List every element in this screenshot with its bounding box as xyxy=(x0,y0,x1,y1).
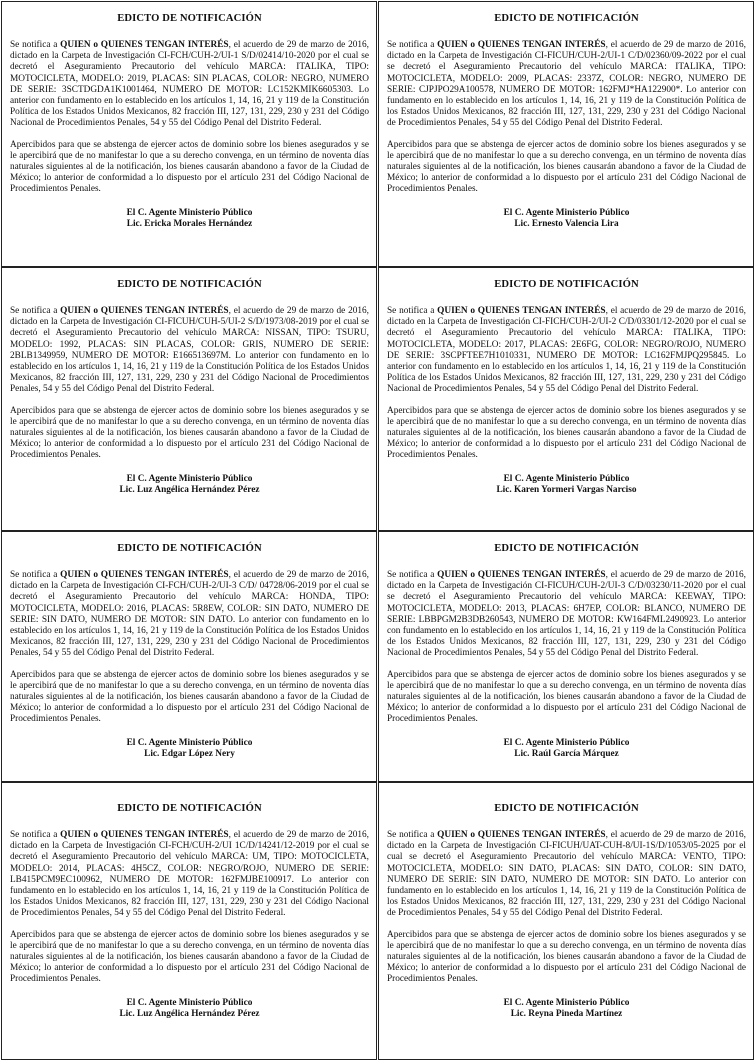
edict-signer-role: El C. Agente Ministerio Público xyxy=(503,997,630,1008)
edict-body xyxy=(387,40,746,130)
edict-signer-name: Lic. Ericka Morales Hernández xyxy=(126,219,253,230)
edict-warning: Apercibidos para que se abstenga de ejercer actos de dominio sobre los bienes asegurados y se le apercibirá que de no manifestar lo que a su derecho convenga, en un término de noventa días naturales siguientes al de la notificación, los bienes causarán abandono a favor de la Ciudad de México; lo anterior de conformidad a lo dispuesto por el artículo 231 del Código Nacional de Procedimientos Penales. xyxy=(387,669,746,725)
edict-warning: Apercibidos para que se abstenga de ejercer actos de dominio sobre los bienes asegurados y se le apercibirá que de no manifestar lo que a su derecho convenga, en un término de noventa días naturales siguientes al de la notificación, los bienes causarán abandono a favor de la Ciudad de México; lo anterior de conformidad a lo dispuesto por el artículo 231 del Código Nacional de Procedimientos Penales. xyxy=(387,139,746,195)
edict-details: , el acuerdo de 29 de marzo de 2016, dictado en la Carpeta de Investigación CI-FCH/CUH-2/UI-1 S/D/02414/10-2020 por el cual se decretó el Aseguramiento Precautorio del vehículo MARCA: ITALIKA, TIPO: MOTOCICLETA, MODELO: 2019, PLACAS: SIN PLACAS, COLOR: NEGRO, NUMERO DE SERIE: 3SCTDGDA1K1001464, NUMERO DE MOTOR: LC152KMIK6605303. Lo anterior con fundamento en lo establecido en los artículos 1, 14, 16, 21 y 119 de la Constitución Política de los Estados Unidos Mexicanos, 82 fracción III, 127, 131, 229, 230 y 231 del Código Nacional de Procedimientos Penales, 54 y 55 del Código Penal del Distrito Federal. xyxy=(10,40,369,129)
edict-title: EDICTO DE NOTIFICACIÓN xyxy=(117,803,262,814)
edict-warning: Apercibidos para que se abstenga de ejercer actos de dominio sobre los bienes asegurados y se le apercibirá que de no manifestar lo que a su derecho convenga, en un término de noventa días naturales siguientes al de la notificación, los bienes causarán abandono a favor de la Ciudad de México; lo anterior de conformidad a lo dispuesto por el artículo 231 del Código Nacional de Procedimientos Penales. xyxy=(10,139,369,195)
edict-notice xyxy=(378,782,754,1060)
edict-signer-name: Lic. Karen Yormeri Vargas Narciso xyxy=(496,485,637,496)
edict-party: QUIEN o QUIENES TENGAN INTERÉS xyxy=(60,306,229,316)
edict-intro: Se notifica a xyxy=(387,570,438,580)
edict-title: EDICTO DE NOTIFICACIÓN xyxy=(494,279,639,290)
edict-details: , el acuerdo de 29 de marzo de 2016, dictado en la Carpeta de Investigación CI-FCH/CUH-2/UI 1C/D/14241/12-2019 por el cual se decretó el Aseguramiento Precautorio del vehículo MARCA: UM, TIPO: MOTOCICLETA, MODELO: 2014, PLACAS: 4H5CZ, COLOR: NEGRO/ROJO, NUMERO DE SERIE: LB415PCM9EC100962, NUMERO DE MOTOR: 162FMJBE100917. Lo anterior con fundamento en lo establecido en los artículos 1, 14, 16, 21 y 119 de la Constitución Política de los Estados Unidos Mexicanos, 82 fracción III, 127, 131, 229, 230 y 231 del Código Nacional de Procedimientos Penales, 54 y 55 del Código Penal del Distrito Federal. xyxy=(10,830,369,919)
edict-notice xyxy=(378,531,754,782)
edict-warning: Apercibidos para que se abstenga de ejercer actos de dominio sobre los bienes asegurados y se le apercibirá que de no manifestar lo que a su derecho convenga, en un término de noventa días naturales siguientes al de la notificación, los bienes causarán abandono a favor de la Ciudad de México; lo anterior de conformidad a lo dispuesto por el artículo 231 del Código Nacional de Procedimientos Penales. xyxy=(10,669,369,725)
edict-intro: Se notifica a xyxy=(10,830,61,840)
edict-details: , el acuerdo de 29 de marzo de 2016, dictado en la Carpeta de Investigación CI-FICUH/CUH-2/UI-3 C/D/03230/11-2020 por el cual se decretó el Aseguramiento Precautorio del vehículo MARCA: KEEWAY, TIPO: MOTOCICLETA, MODELO: 2013, PLACAS: 6H7EP, COLOR: BLANCO, NUMERO DE SERIE: LBBPGM2B3DB260543, NUMERO DE MOTOR: KW164FML2490923. Lo anterior con fundamento en lo establecido en los artículos 1, 14, 16, 21 y 119 de la Constitución Política de los Estados Unidos Mexicanos, 82 fracción III, 127, 131, 229, 230 y 231 del Código Nacional de Procedimientos Penales, 54 y 55 del Código Penal del Distrito Federal. xyxy=(387,570,746,659)
edict-notice xyxy=(1,531,377,782)
edict-title: EDICTO DE NOTIFICACIÓN xyxy=(494,543,639,554)
edict-party: QUIEN o QUIENES TENGAN INTERÉS xyxy=(60,40,229,50)
edict-title: EDICTO DE NOTIFICACIÓN xyxy=(494,803,639,814)
edict-signer-role: El C. Agente Ministerio Público xyxy=(503,207,630,218)
edict-signer-name: Lic. Luz Angélica Hernández Pérez xyxy=(119,485,260,496)
edict-warning: Apercibidos para que se abstenga de ejercer actos de dominio sobre los bienes asegurados y se le apercibirá que de no manifestar lo que a su derecho convenga, en un término de noventa días naturales siguientes al de la notificación, los bienes causarán abandono a favor de la Ciudad de México; lo anterior de conformidad a lo dispuesto por el artículo 231 del Código Nacional de Procedimientos Penales. xyxy=(387,929,746,985)
edict-body xyxy=(387,570,746,660)
edict-intro: Se notifica a xyxy=(387,830,438,840)
edict-notice xyxy=(378,267,754,531)
edict-signer-name: Lic. Luz Angélica Hernández Pérez xyxy=(119,1009,260,1020)
edict-warning: Apercibidos para que se abstenga de ejercer actos de dominio sobre los bienes asegurados y se le apercibirá que de no manifestar lo que a su derecho convenga, en un término de noventa días naturales siguientes al de la notificación, los bienes causarán abandono a favor de la Ciudad de México; lo anterior de conformidad a lo dispuesto por el artículo 231 del Código Nacional de Procedimientos Penales. xyxy=(10,929,369,985)
edict-signer-role: El C. Agente Ministerio Público xyxy=(126,997,253,1008)
edict-title: EDICTO DE NOTIFICACIÓN xyxy=(117,279,262,290)
edict-party: QUIEN o QUIENES TENGAN INTERÉS xyxy=(437,40,606,50)
edict-signer-name: Lic. Ernesto Valencia Lira xyxy=(514,219,619,230)
edict-notice xyxy=(1,1,377,267)
edict-notice xyxy=(1,782,377,1060)
edict-details: , el acuerdo de 29 de marzo de 2016, dictado en la Carpeta de Investigación CI-FICH/CUH-2/UI-2 C/D/03301/12-2020 por el cual se decretó el Aseguramiento Precautorio del vehículo MARCA: ITALIKA, TIPO: MOTOCICLETA, MODELO: 2017, PLACAS: 2E6FG, COLOR: NEGRO/ROJO, NUMERO DE SERIE: 3SCPFTEE7H1010331, NUMERO DE MOTOR: LC162FMJPQ295845. Lo anterior con fundamento en lo establecido en los artículos 1, 14, 16, 21 y 119 de la Constitución Política de los Estados Unidos Mexicanos, 82 fracción III, 127, 131, 229, 230 y 231 del Código Nacional de Procedimientos Penales, 54 y 55 del Código Penal del Distrito Federal. xyxy=(387,306,746,395)
edict-body xyxy=(10,570,369,660)
edict-signer-role: El C. Agente Ministerio Público xyxy=(126,737,253,748)
edict-signer-name: Lic. Reyna Pineda Martínez xyxy=(510,1009,623,1020)
edict-intro: Se notifica a xyxy=(387,306,438,316)
edict-party: QUIEN o QUIENES TENGAN INTERÉS xyxy=(437,306,606,316)
edict-intro: Se notifica a xyxy=(387,40,438,50)
edict-title: EDICTO DE NOTIFICACIÓN xyxy=(117,13,262,24)
edict-signer-role: El C. Agente Ministerio Público xyxy=(503,473,630,484)
edict-signer-name: Lic. Edgar López Nery xyxy=(144,749,235,760)
edict-party: QUIEN o QUIENES TENGAN INTERÉS xyxy=(437,830,606,840)
edict-body xyxy=(387,306,746,396)
edict-body xyxy=(10,40,369,130)
edict-details: , el acuerdo de 29 de marzo de 2016, dictado en la Carpeta de Investigación CI-FCH/CUH-2/UI-3 C/D/ 04728/06-2019 por el cual se decretó el Aseguramiento Precautorio del vehículo MARCA: HONDA, TIPO: MOTOCICLETA, MODELO: 2016, PLACAS: 5R8EW, COLOR: SIN DATO, NUMERO DE SERIE: SIN DATO, NUMERO DE MOTOR: SIN DATO. Lo anterior con fundamento en lo establecido en los artículos 1, 14, 16, 21 y 119 de la Constitución Política de los Estados Unidos Mexicanos, 82 fracción III, 127, 131, 229, 230 y 231 del Código Nacional de Procedimientos Penales, 54 y 55 del Código Penal del Distrito Federal. xyxy=(10,570,369,659)
edict-details: , el acuerdo de 29 de marzo de 2016, dictado en la Carpeta de Investigación CI-FICUH/UAT-CUH-8/UI-1S/D/1053/05-2025 por el cual se decretó el Aseguramiento Precautorio del vehículo MARCA: VENTO, TIPO: MOTOCICLETA, MODELO: SIN DATO, PLACAS: SIN DATO, COLOR: SIN DATO, NUMERO DE SERIE: SIN DATO, NUMERO DE MOTOR: SIN DATO. Lo anterior con fundamento en lo establecido en los artículos 1, 14, 16, 21 y 119 de la Constitución Política de los Estados Unidos Mexicanos, 82 fracción III, 127, 131, 229, 230 y 231 del Código Nacional de Procedimientos Penales, 54 y 55 del Código Penal del Distrito Federal. xyxy=(387,830,746,919)
edict-body xyxy=(387,830,746,920)
edict-warning: Apercibidos para que se abstenga de ejercer actos de dominio sobre los bienes asegurados y se le apercibirá que de no manifestar lo que a su derecho convenga, en un término de noventa días naturales siguientes al de la notificación, los bienes causarán abandono a favor de la Ciudad de México; lo anterior de conformidad a lo dispuesto por el artículo 231 del Código Nacional de Procedimientos Penales. xyxy=(387,405,746,461)
edict-title: EDICTO DE NOTIFICACIÓN xyxy=(117,543,262,554)
edict-intro: Se notifica a xyxy=(10,306,61,316)
edict-party: QUIEN o QUIENES TENGAN INTERÉS xyxy=(437,570,606,580)
edict-party: QUIEN o QUIENES TENGAN INTERÉS xyxy=(60,830,229,840)
edict-details: , el acuerdo de 29 de marzo de 2016, dictado en la Carpeta de Investigación CI-FICUH/CUH-5/UI-2 S/D/1973/08-2019 por el cual se decretó el Aseguramiento Precautorio del vehículo MARCA: NISSAN, TIPO: TSURU, MODELO: 1992, PLACAS: SIN PLACAS, COLOR: GRIS, NUMERO DE SERIE: 2BLB1349959, NUMERO DE MOTOR: E166513697M. Lo anterior con fundamento en lo establecido en los artículos 1, 14, 16, 21 y 119 de la Constitución Política de los Estados Unidos Mexicanos, 82 fracción III, 127, 131, 229, 230 y 231 del Código Nacional de Procedimientos Penales, 54 y 55 del Código Penal del Distrito Federal. xyxy=(10,306,369,395)
edict-warning: Apercibidos para que se abstenga de ejercer actos de dominio sobre los bienes asegurados y se le apercibirá que de no manifestar lo que a su derecho convenga, en un término de noventa días naturales siguientes al de la notificación, los bienes causarán abandono a favor de la Ciudad de México; lo anterior de conformidad a lo dispuesto por el artículo 231 del Código Nacional de Procedimientos Penales. xyxy=(10,405,369,461)
edict-signer-role: El C. Agente Ministerio Público xyxy=(126,207,253,218)
edict-notice xyxy=(378,1,754,267)
edict-body xyxy=(10,306,369,396)
edict-intro: Se notifica a xyxy=(10,40,61,50)
edict-signer-role: El C. Agente Ministerio Público xyxy=(126,473,253,484)
edict-intro: Se notifica a xyxy=(10,570,61,580)
edict-details: , el acuerdo de 29 de marzo de 2016, dictado en la Carpeta de Investigación CI-FICUH/CUH-2/UI-1 C/D/02360/09-2022 por el cual se decretó el Aseguramiento Precautorio del vehículo MARCA: ITALIKA, TIPO: MOTOCICLETA, MODELO: 2009, PLACAS: 2337Z, COLOR: NEGRO, NUMERO DE SERIE: CJPJPO29A100578, NUMERO DE MOTOR: 162FMJ*HA122900*. Lo anterior con fundamento en lo establecido en los artículos 1, 14, 16, 21 y 119 de la Constitución Política de los Estados Unidos Mexicanos, 82 fracción III, 127, 131, 229, 230 y 231 del Código Nacional de Procedimientos Penales, 54 y 55 del Código Penal del Distrito Federal. xyxy=(387,40,746,129)
edict-notice xyxy=(1,267,377,531)
edict-party: QUIEN o QUIENES TENGAN INTERÉS xyxy=(60,570,229,580)
edict-body xyxy=(10,830,369,920)
edict-title: EDICTO DE NOTIFICACIÓN xyxy=(494,13,639,24)
edict-signer-role: El C. Agente Ministerio Público xyxy=(503,737,630,748)
edict-signer-name: Lic. Raúl García Márquez xyxy=(514,749,619,760)
